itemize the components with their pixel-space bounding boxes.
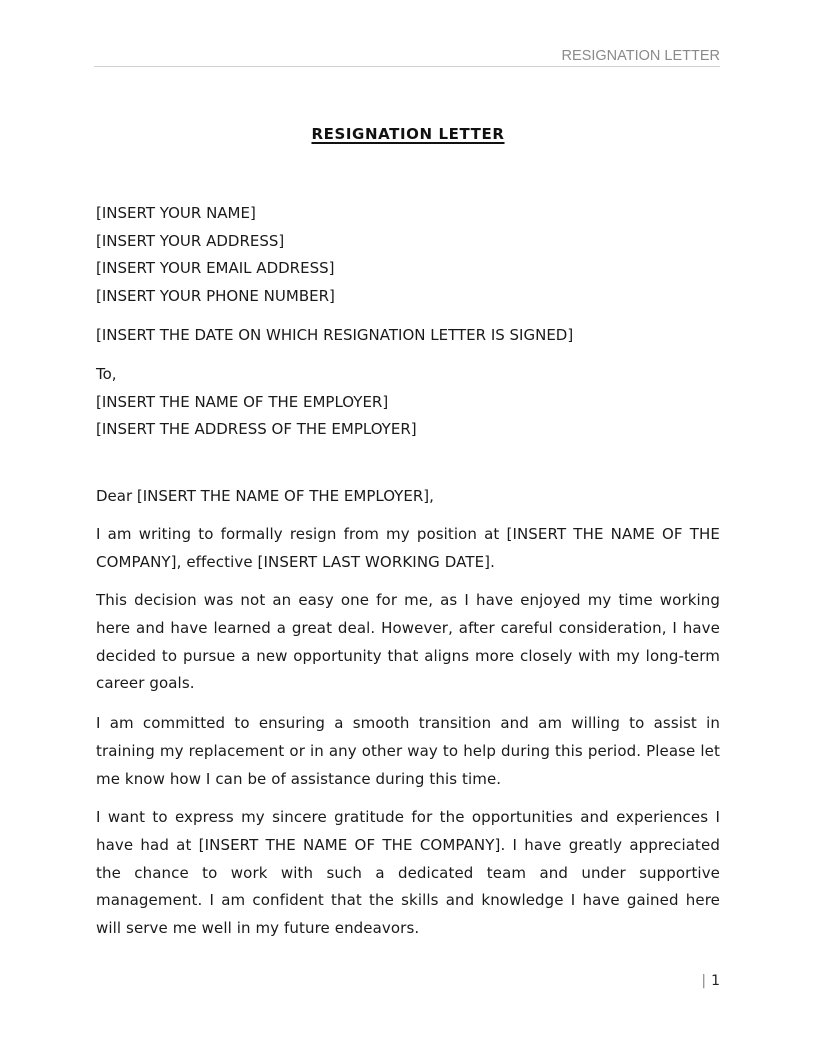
sender-email: [INSERT YOUR EMAIL ADDRESS] <box>96 259 335 277</box>
body-paragraph: I want to express my sincere gratitude for the opportunities and experiences I have had at [INSERT THE NAME OF THE COMPANY]. I have greatly appreciated the chance to work with such a dedicated team and under supportive management. I am confident that the skills and knowledge I have gained here will serve me well in my future endeavors. <box>96 808 720 938</box>
recipient-name: [INSERT THE NAME OF THE EMPLOYER] <box>96 393 389 411</box>
sender-phone: [INSERT YOUR PHONE NUMBER] <box>96 287 335 305</box>
document-title-text: RESIGNATION LETTER <box>311 125 505 143</box>
body-paragraph: I am committed to ensuring a smooth transition and am willing to assist in training my replacement or in any other way to help during this period. Please let me know how I can be of assistance during this time. <box>96 714 720 788</box>
body-paragraph: I am writing to formally resign from my position at [INSERT THE NAME OF THE COMPANY], effective [INSERT LAST WORKING DATE]. <box>96 525 720 571</box>
header-divider <box>94 66 720 67</box>
document-title <box>0 125 816 143</box>
sender-name: [INSERT YOUR NAME] <box>96 204 256 222</box>
sender-address: [INSERT YOUR ADDRESS] <box>96 232 285 250</box>
body-paragraph: This decision was not an easy one for me, as I have enjoyed my time working here and have learned a great deal. However, after careful consideration, I have decided to pursue a new opportunity that aligns more closely with my long-term career goals. <box>96 591 720 693</box>
page-number-value: 1 <box>711 973 720 989</box>
salutation: Dear [INSERT THE NAME OF THE EMPLOYER], <box>96 487 434 505</box>
recipient-address: [INSERT THE ADDRESS OF THE EMPLOYER] <box>96 420 417 438</box>
page-number-separator: | <box>701 973 707 989</box>
page-number <box>701 973 720 989</box>
letter-date: [INSERT THE DATE ON WHICH RESIGNATION LETTER IS SIGNED] <box>96 326 574 344</box>
recipient-to: To, <box>96 365 117 383</box>
running-header: RESIGNATION LETTER <box>561 48 720 64</box>
